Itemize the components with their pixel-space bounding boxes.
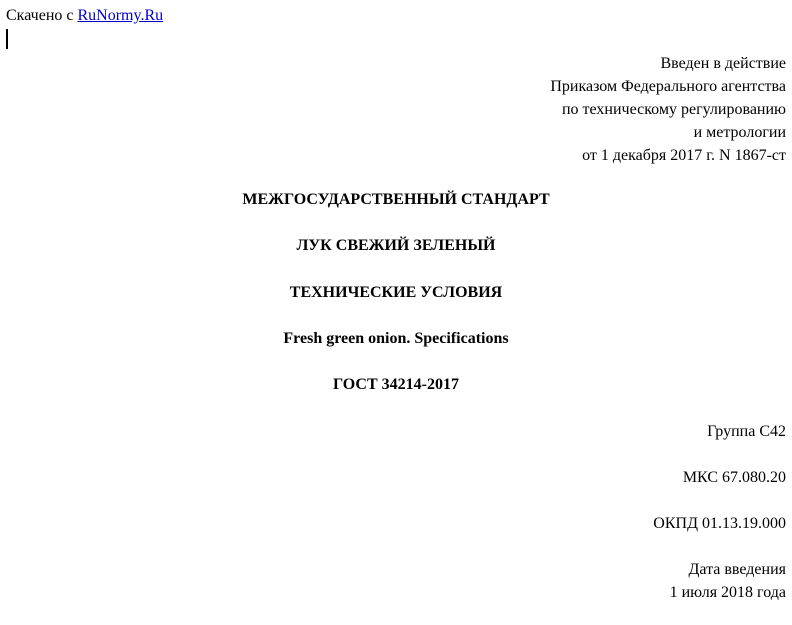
approval-line: по техническому регулированию [561, 101, 786, 118]
group-label: Группа С42 [707, 423, 786, 440]
approval-block [550, 52, 786, 167]
source-line [6, 6, 163, 26]
approval-line: от 1 декабря 2017 г. N 1867-ст [582, 147, 786, 164]
approval-line: Введен в действие [660, 55, 786, 72]
approval-line: Приказом Федерального агентства [550, 78, 786, 95]
text-cursor [6, 29, 8, 49]
standard-type: МЕЖГОСУДАРСТВЕННЫЙ СТАНДАРТ [242, 191, 550, 208]
okpd-label: ОКПД 01.13.19.000 [653, 515, 786, 532]
standard-title: ЛУК СВЕЖИЙ ЗЕЛЕНЫЙ [296, 237, 496, 254]
introduction-date: 1 июля 2018 года [669, 584, 786, 601]
english-title: Fresh green onion. Specifications [283, 330, 509, 347]
introduction-label: Дата введения [688, 561, 786, 578]
approval-line: и метрологии [693, 124, 786, 141]
mks-label: МКС 67.080.20 [682, 469, 786, 486]
source-prefix: Скачено с [6, 7, 78, 24]
standard-code: ГОСТ 34214-2017 [333, 376, 459, 393]
source-link[interactable]: RuNormy.Ru [77, 7, 164, 24]
introduction-date-block [670, 558, 786, 604]
standard-subtitle: ТЕХНИЧЕСКИЕ УСЛОВИЯ [289, 284, 503, 301]
